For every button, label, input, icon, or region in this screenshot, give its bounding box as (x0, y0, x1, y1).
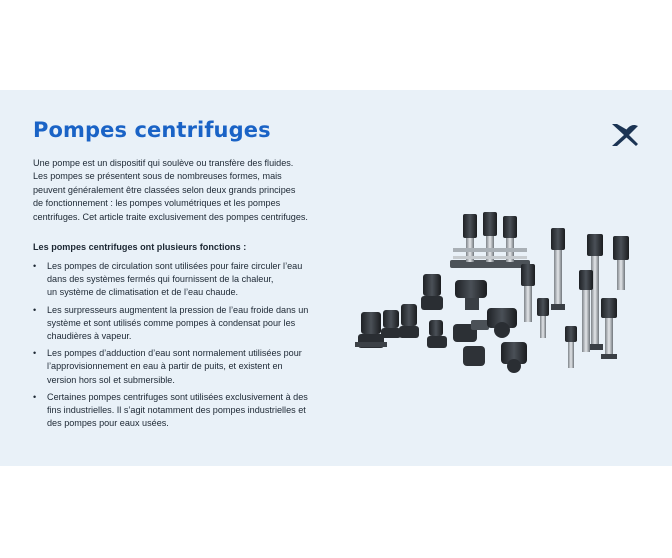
slide (0, 90, 672, 466)
bullet-icon: • (33, 348, 37, 359)
functions-heading: Les pompes centrifuges ont plusieurs fonctions : (33, 242, 247, 252)
circulator-pumps (355, 274, 527, 373)
bullet-line: système et sont utilisés comme pompes à condensat pour les (47, 317, 296, 328)
list-item (33, 304, 333, 344)
intro-line: peuvent généralement être classées selon deux grands principes (33, 184, 296, 195)
booster-set (450, 212, 530, 268)
list-item (33, 347, 333, 387)
intro-paragraph (33, 157, 333, 224)
vertical-multistage-pumps (521, 228, 629, 368)
grundfos-logo-icon (610, 122, 640, 148)
bullet-icon: • (33, 261, 37, 271)
bullet-line: fins industrielles. Il s’agit notamment des pompes industrielles et (47, 405, 306, 416)
functions-list (33, 260, 333, 434)
bullet-line: version hors sol et submersible. (47, 374, 175, 385)
list-item (33, 391, 333, 431)
bullet-icon: • (33, 391, 37, 402)
bullet-line: Les pompes de circulation sont utilisées pour faire circuler l’eau (47, 261, 303, 271)
intro-line: centrifuges. Cet article traite exclusivement des pompes centrifuges. (33, 211, 308, 222)
bullet-line: un système de climatisation et de l’eau chaude. (47, 287, 239, 298)
bullet-line: chaudières à vapeur. (47, 331, 132, 342)
bullet-line: Les surpresseurs augmentent la pression de l’eau froide dans un (47, 304, 309, 315)
bullet-icon: • (33, 304, 37, 315)
page-title: Pompes centrifuges (33, 118, 271, 142)
bullet-line: l’approvisionnement en eau à partir de puits, et existent en (47, 361, 283, 372)
bullet-line: dans des systèmes fermés qui fournissent de la chaleur, (47, 274, 274, 285)
bullet-line: Certaines pompes centrifuges sont utilisées exclusivement à des (47, 391, 308, 402)
pump-range-illustration (355, 208, 645, 388)
list-item (33, 260, 333, 300)
intro-line: de fonctionnement : les pompes volumétriques et les pompes (33, 198, 281, 209)
bullet-line: des pompes pour eaux usées. (47, 418, 169, 429)
bullet-line: Les pompes d’adduction d’eau sont normalement utilisées pour (47, 348, 302, 359)
intro-line: Une pompe est un dispositif qui soulève ou transfère des fluides. (33, 158, 294, 168)
intro-line: Les pompes se présentent sous de nombreuses formes, mais (33, 171, 282, 182)
